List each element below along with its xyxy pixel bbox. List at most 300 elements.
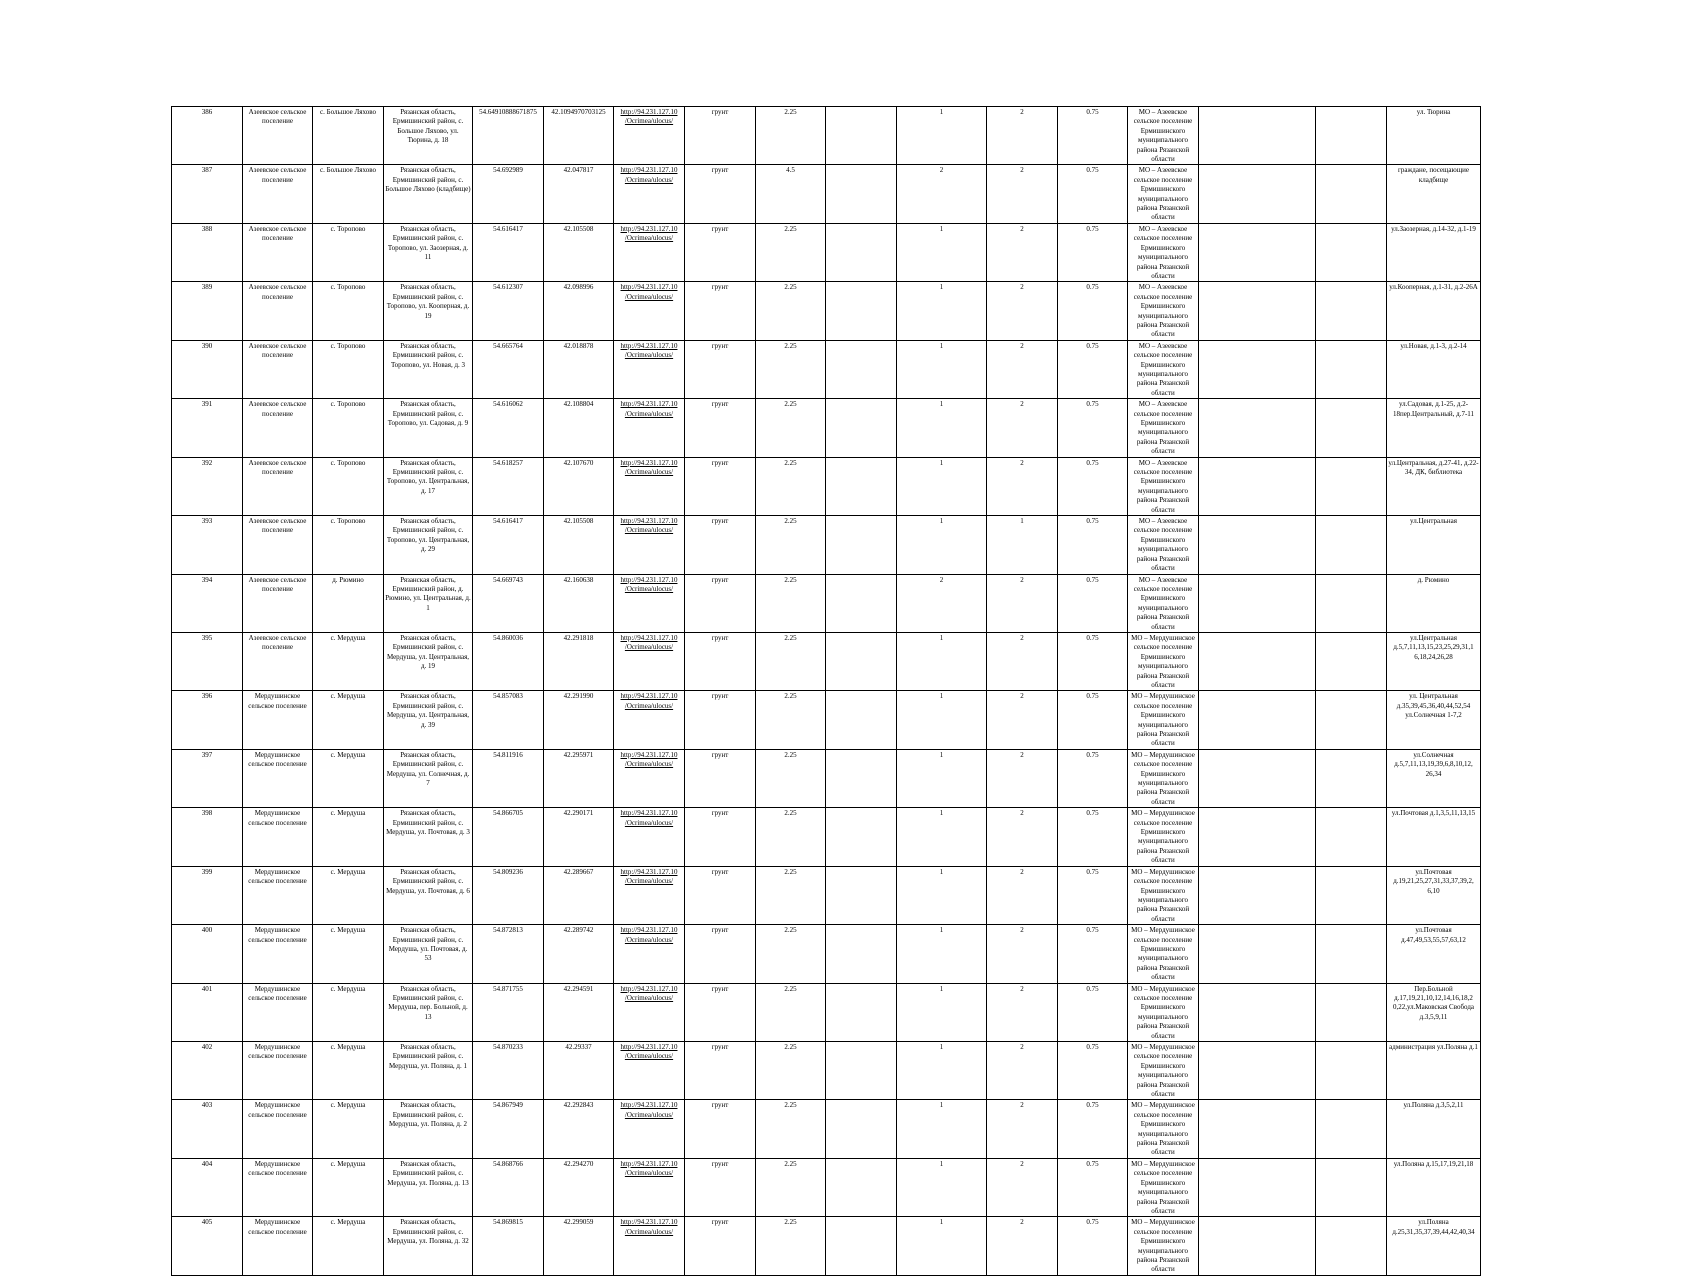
latitude-cell: 54.872813 (473, 925, 544, 983)
empty-cell-3 (1316, 866, 1387, 924)
table-row (172, 983, 1481, 1041)
address-cell: Рязанская область, Ермишинский район, с. Торопово, ул. Заозерная, д. 11 (384, 223, 473, 281)
site-link[interactable]: http://94.231.127.10 /Ocrimea/ulocus/ (620, 692, 678, 710)
container-count-2-cell: 2 (987, 691, 1058, 749)
container-count-2-cell: 2 (987, 165, 1058, 223)
locality-cell: с. Мердуша (313, 749, 384, 807)
owner-cell: МО – Азеевское сельское поселение Ермишинского муниципального района Рязанской области (1128, 282, 1199, 340)
container-count-2-cell: 2 (987, 457, 1058, 515)
volume-cell: 0.75 (1058, 632, 1128, 690)
volume-cell: 0.75 (1058, 165, 1128, 223)
empty-cell-2 (1199, 223, 1316, 281)
volume-cell: 0.75 (1058, 574, 1128, 632)
empty-cell-3 (1316, 165, 1387, 223)
site-link-cell[interactable] (614, 1042, 685, 1100)
row-number-cell: 399 (172, 866, 243, 924)
address-cell: Рязанская область, Ермишинский район, с. Мердуша, ул. Поляна, д. 32 (384, 1217, 473, 1275)
row-number-cell: 400 (172, 925, 243, 983)
settlement-cell: Азеевское сельское поселение (243, 516, 313, 574)
container-count-cell: 1 (897, 457, 987, 515)
locality-cell: с. Торопово (313, 340, 384, 398)
site-link[interactable]: http://94.231.127.10 /Ocrimea/ulocus/ (620, 926, 678, 944)
longitude-cell: 42.1094970703125 (544, 107, 614, 165)
container-count-2-cell: 2 (987, 925, 1058, 983)
empty-cell-2 (1199, 866, 1316, 924)
area-cell: 2.25 (756, 808, 826, 866)
surface-cell: грунт (685, 983, 756, 1041)
volume-cell: 0.75 (1058, 107, 1128, 165)
area-cell: 2.25 (756, 282, 826, 340)
empty-cell-3 (1316, 399, 1387, 457)
latitude-cell: 54.618257 (473, 457, 544, 515)
owner-cell: МО – Азеевское сельское поселение Ермишинского муниципального района Рязанской области (1128, 165, 1199, 223)
empty-cell-2 (1199, 1100, 1316, 1158)
empty-cell-2 (1199, 749, 1316, 807)
volume-cell: 0.75 (1058, 340, 1128, 398)
empty-cell-3 (1316, 457, 1387, 515)
site-link-cell[interactable] (614, 399, 685, 457)
container-count-cell: 1 (897, 1217, 987, 1275)
site-link[interactable]: http://94.231.127.10 /Ocrimea/ulocus/ (620, 1101, 678, 1119)
empty-cell-2 (1199, 516, 1316, 574)
locality-cell: с. Торопово (313, 282, 384, 340)
latitude-cell: 54.665764 (473, 340, 544, 398)
longitude-cell: 42.295971 (544, 749, 614, 807)
owner-cell: МО – Азеевское сельское поселение Ермишинского муниципального района Рязанской области (1128, 574, 1199, 632)
container-count-2-cell: 2 (987, 866, 1058, 924)
container-count-2-cell: 2 (987, 1158, 1058, 1216)
served-objects-cell: д. Рюмино (1387, 574, 1481, 632)
address-cell: Рязанская область, Ермишинский район, с. Мердуша, ул. Центральная, д. 39 (384, 691, 473, 749)
latitude-cell: 54.616417 (473, 223, 544, 281)
settlement-cell: Мердушинское сельское поселение (243, 808, 313, 866)
surface-cell: грунт (685, 223, 756, 281)
site-link[interactable]: http://94.231.127.10 /Ocrimea/ulocus/ (620, 108, 678, 126)
table-row (172, 107, 1481, 165)
area-cell: 2.25 (756, 1217, 826, 1275)
site-link[interactable]: http://94.231.127.10 /Ocrimea/ulocus/ (620, 283, 678, 301)
settlement-cell: Азеевское сельское поселение (243, 632, 313, 690)
site-link-cell[interactable] (614, 1100, 685, 1158)
empty-cell-2 (1199, 399, 1316, 457)
latitude-cell: 54.612307 (473, 282, 544, 340)
volume-cell: 0.75 (1058, 1100, 1128, 1158)
empty-cell-3 (1316, 632, 1387, 690)
surface-cell: грунт (685, 282, 756, 340)
address-cell: Рязанская область, Ермишинский район, с. Мердуша, ул. Поляна, д. 1 (384, 1042, 473, 1100)
empty-cell-2 (1199, 808, 1316, 866)
volume-cell: 0.75 (1058, 983, 1128, 1041)
latitude-cell: 54.692989 (473, 165, 544, 223)
surface-cell: грунт (685, 165, 756, 223)
longitude-cell: 42.018878 (544, 340, 614, 398)
site-link-cell[interactable] (614, 983, 685, 1041)
settlement-cell: Мердушинское сельское поселение (243, 866, 313, 924)
site-link[interactable]: http://94.231.127.10 /Ocrimea/ulocus/ (620, 1218, 678, 1236)
volume-cell: 0.75 (1058, 925, 1128, 983)
surface-cell: грунт (685, 866, 756, 924)
container-count-cell: 1 (897, 808, 987, 866)
site-link-cell[interactable] (614, 749, 685, 807)
container-count-cell: 1 (897, 1158, 987, 1216)
row-number-cell: 386 (172, 107, 243, 165)
latitude-cell: 54.871755 (473, 983, 544, 1041)
container-count-cell: 1 (897, 340, 987, 398)
settlement-cell: Азеевское сельское поселение (243, 399, 313, 457)
table-row (172, 282, 1481, 340)
site-link[interactable]: http://94.231.127.10 /Ocrimea/ulocus/ (620, 1043, 678, 1061)
empty-cell-3 (1316, 983, 1387, 1041)
served-objects-cell: ул.Кооперная, д.1-31, д.2-26А (1387, 282, 1481, 340)
registry-table (171, 106, 1481, 1276)
site-link-cell[interactable] (614, 632, 685, 690)
owner-cell: МО – Мердушинское сельское поселение Ермишинского муниципального района Рязанской области (1128, 1217, 1199, 1275)
container-count-2-cell: 2 (987, 223, 1058, 281)
table-row (172, 457, 1481, 515)
locality-cell: д. Рюмино (313, 574, 384, 632)
surface-cell: грунт (685, 1100, 756, 1158)
area-cell: 2.25 (756, 457, 826, 515)
served-objects-cell: администрация ул.Поляна д.1 (1387, 1042, 1481, 1100)
table-row (172, 866, 1481, 924)
container-count-2-cell: 2 (987, 1042, 1058, 1100)
surface-cell: грунт (685, 1158, 756, 1216)
table-row (172, 1100, 1481, 1158)
address-cell: Рязанская область, Ермишинский район, с. Мердуша, ул. Центральная, д. 19 (384, 632, 473, 690)
volume-cell: 0.75 (1058, 223, 1128, 281)
served-objects-cell: ул.Заозерная, д.14-32, д.1-19 (1387, 223, 1481, 281)
site-link-cell[interactable] (614, 1217, 685, 1275)
container-count-cell: 1 (897, 282, 987, 340)
empty-cell (826, 749, 897, 807)
area-cell: 2.25 (756, 399, 826, 457)
address-cell: Рязанская область, Ермишинский район, с. Торопово, ул. Центральная, д. 17 (384, 457, 473, 515)
latitude-cell: 54.64910888671875 (473, 107, 544, 165)
empty-cell-2 (1199, 282, 1316, 340)
empty-cell-3 (1316, 282, 1387, 340)
row-number-cell: 398 (172, 808, 243, 866)
volume-cell: 0.75 (1058, 457, 1128, 515)
settlement-cell: Азеевское сельское поселение (243, 340, 313, 398)
site-link[interactable]: http://94.231.127.10 /Ocrimea/ulocus/ (620, 224, 678, 243)
row-number-cell: 401 (172, 983, 243, 1041)
longitude-cell: 42.299059 (544, 1217, 614, 1275)
row-number-cell: 392 (172, 457, 243, 515)
surface-cell: грунт (685, 574, 756, 632)
area-cell: 4.5 (756, 165, 826, 223)
served-objects-cell: ул.Поляна д.15,17,19,21,18 (1387, 1158, 1481, 1216)
address-cell: Рязанская область, Ермишинский район, с. Большое Ляхово, ул. Тюрина, д. 18 (384, 107, 473, 165)
row-number-cell: 390 (172, 340, 243, 398)
served-objects-cell: ул.Поляна д.3,5,2,11 (1387, 1100, 1481, 1158)
settlement-cell: Мердушинское сельское поселение (243, 925, 313, 983)
locality-cell: с. Мердуша (313, 632, 384, 690)
row-number-cell: 397 (172, 749, 243, 807)
container-count-2-cell: 2 (987, 107, 1058, 165)
settlement-cell: Мердушинское сельское поселение (243, 691, 313, 749)
site-link[interactable]: http://94.231.127.10 /Ocrimea/ulocus/ (620, 633, 678, 652)
table-row (172, 399, 1481, 457)
container-count-cell: 1 (897, 107, 987, 165)
empty-cell-2 (1199, 925, 1316, 983)
latitude-cell: 54.857083 (473, 691, 544, 749)
settlement-cell: Азеевское сельское поселение (243, 457, 313, 515)
row-number-cell: 388 (172, 223, 243, 281)
empty-cell (826, 983, 897, 1041)
empty-cell-2 (1199, 691, 1316, 749)
site-link[interactable]: http://94.231.127.10 /Ocrimea/ulocus/ (620, 867, 678, 886)
site-link[interactable]: http://94.231.127.10 /Ocrimea/ulocus/ (620, 166, 678, 184)
container-count-2-cell: 2 (987, 399, 1058, 457)
owner-cell: МО – Азеевское сельское поселение Ермишинского муниципального района Рязанской области (1128, 457, 1199, 515)
longitude-cell: 42.160638 (544, 574, 614, 632)
longitude-cell: 42.291990 (544, 691, 614, 749)
empty-cell-3 (1316, 925, 1387, 983)
settlement-cell: Мердушинское сельское поселение (243, 1217, 313, 1275)
site-link-cell[interactable] (614, 691, 685, 749)
row-number-cell: 403 (172, 1100, 243, 1158)
empty-cell (826, 691, 897, 749)
locality-cell: с. Большое Ляхово (313, 165, 384, 223)
table-row (172, 1217, 1481, 1275)
locality-cell: с. Мердуша (313, 1158, 384, 1216)
site-link-cell[interactable] (614, 1158, 685, 1216)
owner-cell: МО – Мердушинское сельское поселение Ермишинского муниципального района Рязанской области (1128, 749, 1199, 807)
site-link[interactable]: http://94.231.127.10 /Ocrimea/ulocus/ (620, 458, 678, 477)
site-link-cell[interactable] (614, 808, 685, 866)
area-cell: 2.25 (756, 107, 826, 165)
site-link-cell[interactable] (614, 223, 685, 281)
longitude-cell: 42.290171 (544, 808, 614, 866)
empty-cell-3 (1316, 749, 1387, 807)
empty-cell-3 (1316, 223, 1387, 281)
owner-cell: МО – Азеевское сельское поселение Ермишинского муниципального района Рязанской области (1128, 516, 1199, 574)
empty-cell (826, 808, 897, 866)
site-link[interactable]: http://94.231.127.10 /Ocrimea/ulocus/ (620, 750, 678, 769)
empty-cell (826, 1158, 897, 1216)
site-link-cell[interactable] (614, 282, 685, 340)
latitude-cell: 54.616417 (473, 516, 544, 574)
area-cell: 2.25 (756, 516, 826, 574)
longitude-cell: 42.292843 (544, 1100, 614, 1158)
area-cell: 2.25 (756, 983, 826, 1041)
longitude-cell: 42.105508 (544, 516, 614, 574)
row-number-cell: 389 (172, 282, 243, 340)
site-link[interactable]: http://94.231.127.10 /Ocrimea/ulocus/ (620, 575, 678, 593)
container-count-2-cell: 2 (987, 808, 1058, 866)
surface-cell: грунт (685, 925, 756, 983)
owner-cell: МО – Мердушинское сельское поселение Ермишинского муниципального района Рязанской области (1128, 632, 1199, 690)
served-objects-cell: ул.Почтовая д.19,21,25,27,31,33,37,39,2, 6,10 (1387, 866, 1481, 924)
address-cell: Рязанская область, Ермишинский район, д. Рюмино, ул. Центральная, д. 1 (384, 574, 473, 632)
served-objects-cell: ул.Центральная (1387, 516, 1481, 574)
empty-cell-3 (1316, 340, 1387, 398)
owner-cell: МО – Мердушинское сельское поселение Ермишинского муниципального района Рязанской области (1128, 925, 1199, 983)
container-count-cell: 1 (897, 983, 987, 1041)
owner-cell: МО – Мердушинское сельское поселение Ермишинского муниципального района Рязанской области (1128, 1158, 1199, 1216)
empty-cell-2 (1199, 632, 1316, 690)
table-row (172, 691, 1481, 749)
owner-cell: МО – Мердушинское сельское поселение Ермишинского муниципального района Рязанской области (1128, 808, 1199, 866)
surface-cell: грунт (685, 749, 756, 807)
owner-cell: МО – Мердушинское сельское поселение Ермишинского муниципального района Рязанской области (1128, 1100, 1199, 1158)
site-link-cell[interactable] (614, 866, 685, 924)
address-cell: Рязанская область, Ермишинский район, с. Торопово, ул. Садовая, д. 9 (384, 399, 473, 457)
locality-cell: с. Большое Ляхово (313, 107, 384, 165)
served-objects-cell: ул. Центральная д.35,39,45,36,40,44,52,54 ул.Солнечная 1-7,2 (1387, 691, 1481, 749)
volume-cell: 0.75 (1058, 516, 1128, 574)
longitude-cell: 42.294591 (544, 983, 614, 1041)
longitude-cell: 42.105508 (544, 223, 614, 281)
empty-cell (826, 107, 897, 165)
settlement-cell: Мердушинское сельское поселение (243, 749, 313, 807)
owner-cell: МО – Азеевское сельское поселение Ермишинского муниципального района Рязанской области (1128, 223, 1199, 281)
owner-cell: МО – Азеевское сельское поселение Ермишинского муниципального района Рязанской области (1128, 107, 1199, 165)
served-objects-cell: ул.Новая, д.1-3, д.2-14 (1387, 340, 1481, 398)
longitude-cell: 42.289742 (544, 925, 614, 983)
latitude-cell: 54.809236 (473, 866, 544, 924)
site-link-cell[interactable] (614, 925, 685, 983)
served-objects-cell: ул.Садовая, д.1-25, д.2-18пер.Центральный, д.7-11 (1387, 399, 1481, 457)
site-link-cell[interactable] (614, 457, 685, 515)
empty-cell-2 (1199, 983, 1316, 1041)
owner-cell: МО – Мердушинское сельское поселение Ермишинского муниципального района Рязанской области (1128, 983, 1199, 1041)
site-link-cell[interactable] (614, 340, 685, 398)
container-count-cell: 1 (897, 749, 987, 807)
empty-cell-2 (1199, 457, 1316, 515)
settlement-cell: Азеевское сельское поселение (243, 165, 313, 223)
surface-cell: грунт (685, 632, 756, 690)
volume-cell: 0.75 (1058, 691, 1128, 749)
volume-cell: 0.75 (1058, 399, 1128, 457)
locality-cell: с. Мердуша (313, 808, 384, 866)
longitude-cell: 42.291818 (544, 632, 614, 690)
area-cell: 2.25 (756, 1042, 826, 1100)
address-cell: Рязанская область, Ермишинский район, с. Мердуша, ул. Поляна, д. 13 (384, 1158, 473, 1216)
owner-cell: МО – Мердушинское сельское поселение Ермишинского муниципального района Рязанской области (1128, 1042, 1199, 1100)
settlement-cell: Азеевское сельское поселение (243, 282, 313, 340)
area-cell: 2.25 (756, 1158, 826, 1216)
table-row (172, 516, 1481, 574)
empty-cell-2 (1199, 340, 1316, 398)
row-number-cell: 404 (172, 1158, 243, 1216)
empty-cell (826, 223, 897, 281)
empty-cell (826, 340, 897, 398)
latitude-cell: 54.870233 (473, 1042, 544, 1100)
served-objects-cell: Пер.Больной д.17,19,21,10,12,14,16,18,2 0,22,ул.Маковская Свобода д.3,5,9,11 (1387, 983, 1481, 1041)
surface-cell: грунт (685, 516, 756, 574)
latitude-cell: 54.616062 (473, 399, 544, 457)
address-cell: Рязанская область, Ермишинский район, с. Торопово, ул. Новая, д. 3 (384, 340, 473, 398)
served-objects-cell: ул.Центральная д.5,7,11,13,15,23,25,29,31,1 6,18,24,26,28 (1387, 632, 1481, 690)
container-count-cell: 1 (897, 632, 987, 690)
table-row (172, 1158, 1481, 1216)
settlement-cell: Азеевское сельское поселение (243, 223, 313, 281)
settlement-cell: Мердушинское сельское поселение (243, 983, 313, 1041)
address-cell: Рязанская область, Ермишинский район, с. Мердуша, пер. Больной, д. 13 (384, 983, 473, 1041)
row-number-cell: 387 (172, 165, 243, 223)
volume-cell: 0.75 (1058, 1217, 1128, 1275)
surface-cell: грунт (685, 107, 756, 165)
table-row (172, 632, 1481, 690)
container-count-cell: 1 (897, 925, 987, 983)
table-row (172, 925, 1481, 983)
site-link-cell[interactable] (614, 574, 685, 632)
row-number-cell: 393 (172, 516, 243, 574)
empty-cell-2 (1199, 574, 1316, 632)
empty-cell (826, 457, 897, 515)
empty-cell-3 (1316, 107, 1387, 165)
table-row (172, 749, 1481, 807)
area-cell: 2.25 (756, 574, 826, 632)
container-count-cell: 1 (897, 516, 987, 574)
site-link[interactable]: http://94.231.127.10 /Ocrimea/ulocus/ (620, 984, 678, 1002)
row-number-cell: 395 (172, 632, 243, 690)
table-row (172, 340, 1481, 398)
row-number-cell: 402 (172, 1042, 243, 1100)
surface-cell: грунт (685, 691, 756, 749)
owner-cell: МО – Мердушинское сельское поселение Ермишинского муниципального района Рязанской области (1128, 866, 1199, 924)
empty-cell-2 (1199, 1042, 1316, 1100)
site-link[interactable]: http://94.231.127.10 /Ocrimea/ulocus/ (620, 809, 678, 827)
locality-cell: с. Торопово (313, 516, 384, 574)
empty-cell-2 (1199, 107, 1316, 165)
longitude-cell: 42.098996 (544, 282, 614, 340)
container-count-2-cell: 2 (987, 574, 1058, 632)
site-link[interactable]: http://94.231.127.10 /Ocrimea/ulocus/ (620, 400, 678, 418)
address-cell: Рязанская область, Ермишинский район, с. Мердуша, ул. Почтовая, д. 6 (384, 866, 473, 924)
locality-cell: с. Торопово (313, 457, 384, 515)
address-cell: Рязанская область, Ермишинский район, с. Мердуша, ул. Солнечная, д. 7 (384, 749, 473, 807)
container-count-cell: 1 (897, 1100, 987, 1158)
volume-cell: 0.75 (1058, 282, 1128, 340)
settlement-cell: Мердушинское сельское поселение (243, 1158, 313, 1216)
latitude-cell: 54.866705 (473, 808, 544, 866)
container-count-cell: 1 (897, 691, 987, 749)
longitude-cell: 42.294270 (544, 1158, 614, 1216)
empty-cell-3 (1316, 1158, 1387, 1216)
site-link-cell[interactable] (614, 107, 685, 165)
table-row (172, 808, 1481, 866)
empty-cell-3 (1316, 1042, 1387, 1100)
surface-cell: грунт (685, 808, 756, 866)
empty-cell (826, 282, 897, 340)
volume-cell: 0.75 (1058, 749, 1128, 807)
longitude-cell: 42.108804 (544, 399, 614, 457)
site-link-cell[interactable] (614, 516, 685, 574)
site-link[interactable]: http://94.231.127.10 /Ocrimea/ulocus/ (620, 1159, 678, 1178)
table-row (172, 165, 1481, 223)
empty-cell (826, 1042, 897, 1100)
empty-cell (826, 1100, 897, 1158)
latitude-cell: 54.811916 (473, 749, 544, 807)
owner-cell: МО – Азеевское сельское поселение Ермишинского муниципального района Рязанской области (1128, 340, 1199, 398)
table-row (172, 1042, 1481, 1100)
served-objects-cell: ул.Почтовая д.1,3,5,11,13,15 (1387, 808, 1481, 866)
area-cell: 2.25 (756, 340, 826, 398)
served-objects-cell: ул.Центральная, д.27-41, д.22-34, ДК, библиотека (1387, 457, 1481, 515)
surface-cell: грунт (685, 340, 756, 398)
address-cell: Рязанская область, Ермишинский район, с. Торопово, ул. Центральная, д. 29 (384, 516, 473, 574)
empty-cell (826, 866, 897, 924)
container-count-2-cell: 2 (987, 340, 1058, 398)
site-link[interactable]: http://94.231.127.10 /Ocrimea/ulocus/ (620, 341, 678, 360)
address-cell: Рязанская область, Ермишинский район, с. Мердуша, ул. Почтовая, д. 53 (384, 925, 473, 983)
locality-cell: с. Мердуша (313, 691, 384, 749)
site-link[interactable]: http://94.231.127.10 /Ocrimea/ulocus/ (620, 517, 678, 535)
served-objects-cell: ул.Поляна д.25,31,35,37,39,44,42,40,34 (1387, 1217, 1481, 1275)
site-link-cell[interactable] (614, 165, 685, 223)
